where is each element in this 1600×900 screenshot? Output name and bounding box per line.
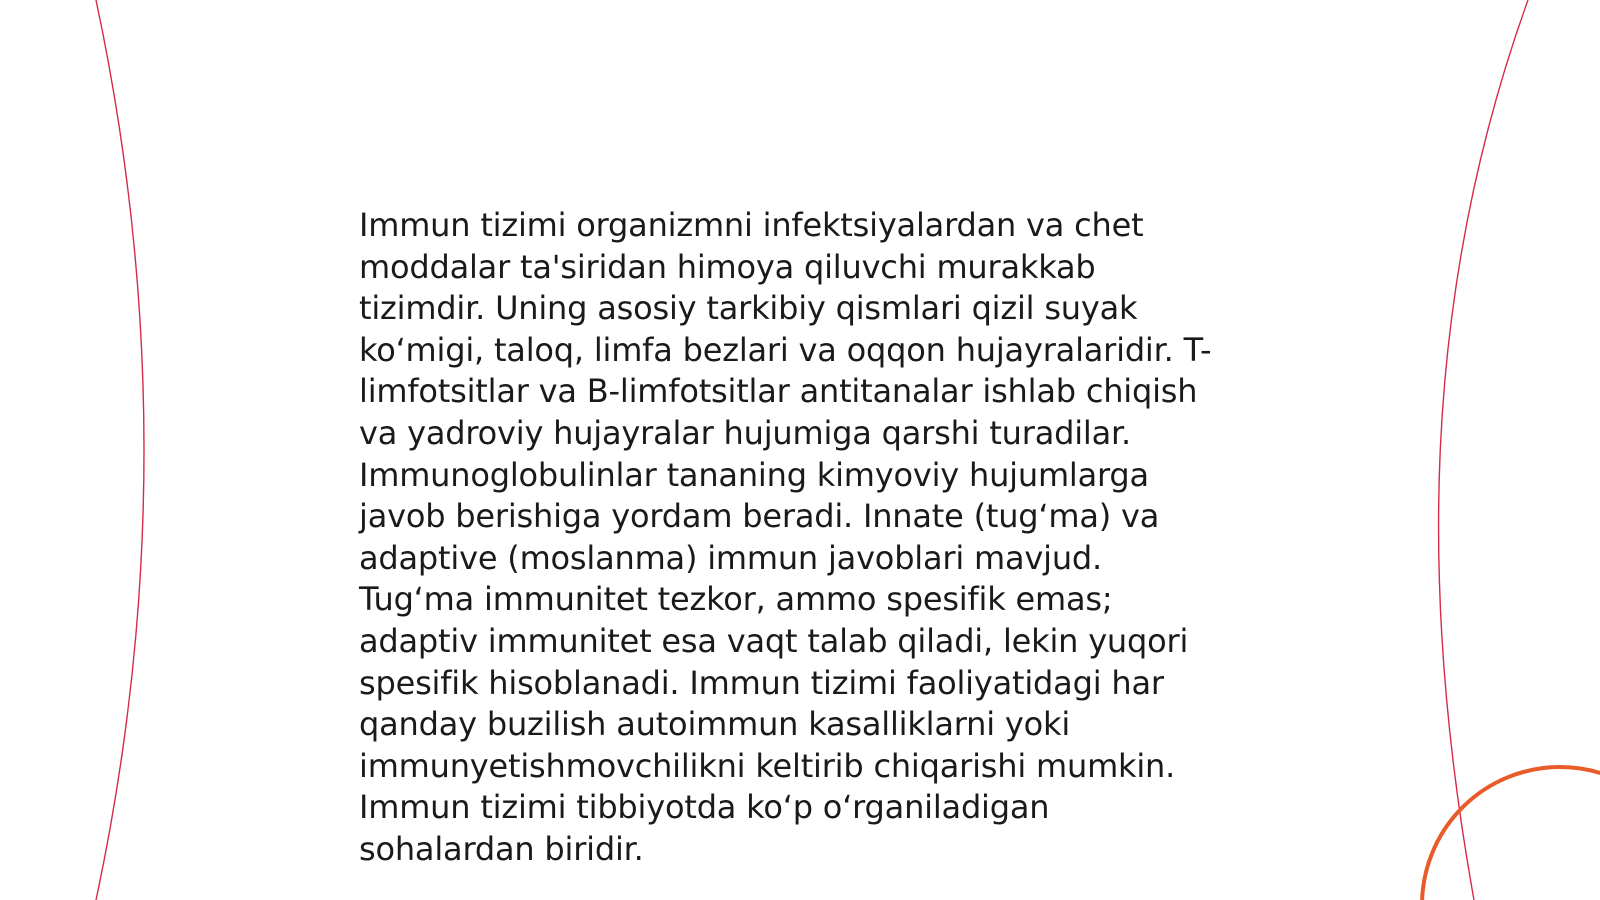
paragraph-line: Immun tizimi tibbiyotda ko‘p o‘rganiladigan <box>359 788 1050 827</box>
paragraph-line: Immun tizimi organizmni infektsiyalardan va chet <box>359 206 1144 244</box>
accent-ring <box>1422 767 1600 900</box>
left-curve-line <box>96 0 144 900</box>
paragraph-line: qanday buzilish autoimmun kasalliklarni yoki <box>359 705 1071 744</box>
paragraph-line: Tug‘ma immunitet tezkor, ammo spesifik emas; <box>359 580 1113 619</box>
paragraph-line: tizimdir. Uning asosiy tarkibiy qismlari qizil suyak <box>359 289 1138 328</box>
right-curve-line <box>1439 0 1528 900</box>
paragraph-line: javob berishiga yordam beradi. Innate (tug‘ma) va <box>359 497 1160 536</box>
paragraph-line: ko‘migi, taloq, limfa bezlari va oqqon hujayralaridir. T- <box>359 330 1212 369</box>
paragraph-line: moddalar ta'siridan himoya qiluvchi murakkab <box>359 247 1096 286</box>
body-paragraph <box>359 205 1239 871</box>
paragraph-line: immunyetishmovchilikni keltirib chiqarishi mumkin. <box>359 746 1176 785</box>
paragraph-line: sohalardan biridir. <box>359 829 644 868</box>
paragraph-line: limfotsitlar va B-limfotsitlar antitanalar ishlab chiqish <box>359 372 1198 411</box>
paragraph-line: spesifik hisoblanadi. Immun tizimi faoliyatidagi har <box>359 663 1164 702</box>
paragraph-line: adaptiv immunitet esa vaqt talab qiladi, lekin yuqori <box>359 621 1189 660</box>
paragraph-line: adaptive (moslanma) immun javoblari mavjud. <box>359 538 1102 577</box>
paragraph-line: Immunoglobulinlar tananing kimyoviy hujumlarga <box>359 455 1149 494</box>
paragraph-line: va yadroviy hujayralar hujumiga qarshi turadilar. <box>359 413 1132 452</box>
